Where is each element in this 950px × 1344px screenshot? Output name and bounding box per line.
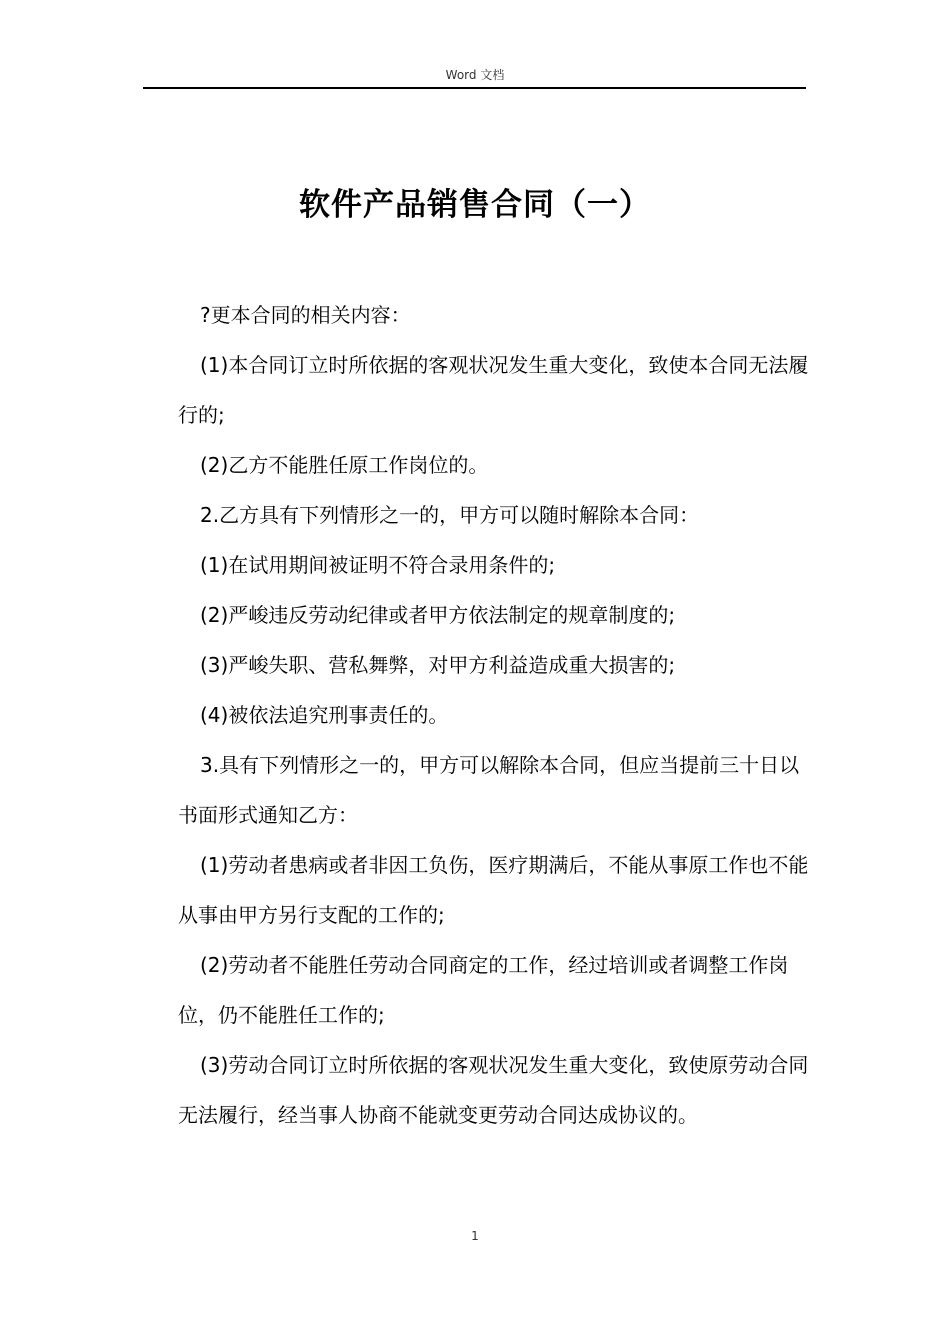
body-paragraph: 3.具有下列情形之一的，甲方可以解除本合同，但应当提前三十日以书面形式通知乙方： <box>178 753 800 827</box>
body-paragraph: (2)乙方不能胜任原工作岗位的。 <box>200 453 489 477</box>
body-paragraph: (3)严峻失职、营私舞弊，对甲方利益造成重大损害的; <box>200 653 676 677</box>
header-divider <box>143 87 806 89</box>
page-header: Word 文档 <box>445 68 505 82</box>
body-paragraph: (4)被依法追究刑事责任的。 <box>200 703 449 727</box>
body-paragraph: ?更本合同的相关内容： <box>200 303 411 327</box>
body-paragraph: 2.乙方具有下列情形之一的，甲方可以随时解除本合同： <box>200 503 700 527</box>
body-paragraph: (1)在试用期间被证明不符合录用条件的; <box>200 553 556 577</box>
document-title: 软件产品销售合同（一） <box>299 186 651 223</box>
body-paragraph: (1)本合同订立时所依据的客观状况发生重大变化，致使本合同无法履行的; <box>178 353 809 427</box>
body-paragraph: (2)严峻违反劳动纪律或者甲方依法制定的规章制度的; <box>200 603 676 627</box>
document-body <box>178 290 810 1140</box>
body-paragraph: (3)劳动合同订立时所依据的客观状况发生重大变化，致使原劳动合同无法履行，经当事人协商不能就变更劳动合同达成协议的。 <box>178 1053 809 1127</box>
page-number: 1 <box>471 1229 479 1243</box>
body-paragraph: (2)劳动者不能胜任劳动合同商定的工作，经过培训或者调整工作岗位，仍不能胜任工作的; <box>178 953 789 1027</box>
body-paragraph: (1)劳动者患病或者非因工负伤，医疗期满后，不能从事原工作也不能从事由甲方另行支配的工作的; <box>178 853 809 927</box>
